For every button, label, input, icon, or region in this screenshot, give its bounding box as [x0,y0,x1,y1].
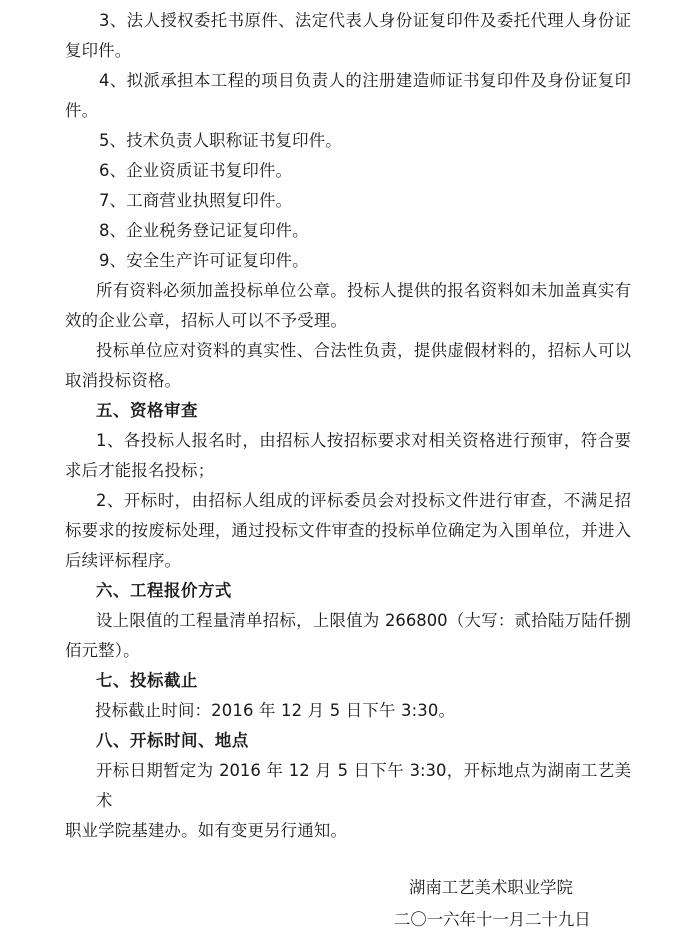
qualification-item-2-line-2: 标要求的按废标处理，通过投标文件审查的投标单位确定为入围单位，并进入 [65,521,631,540]
signature-block [65,872,631,936]
seal-requirement-line-2: 效的企业公章，招标人可以不予受理。 [65,311,348,330]
document-body [65,6,631,936]
section-heading-bid-opening: 八、开标时间、地点 [96,731,249,750]
qualification-item-1-line-1: 1、各投标人报名时，由招标人按招标要求对相关资格进行预审，符合要 [96,431,631,450]
list-item-6: 6、企业资质证书复印件。 [99,161,293,180]
list-item-8: 8、企业税务登记证复印件。 [99,221,309,240]
list-item-7: 7、工商营业执照复印件。 [99,191,293,210]
list-item-4-line-2: 件。 [65,101,99,120]
bid-deadline-line-1: 投标截止时间：2016 年 12 月 5 日下午 3:30。 [95,701,456,720]
price-limit-line-1: 设上限值的工程量清单招标，上限值为 266800（大写：贰拾陆万陆仟捌 [96,611,631,630]
price-limit-line-2: 佰元整）。 [65,641,140,660]
list-item-9: 9、安全生产许可证复印件。 [99,251,309,270]
section-heading-qualification-review: 五、资格审查 [96,401,198,420]
list-item-5: 5、技术负责人职称证书复印件。 [99,131,342,150]
signature-date: 二〇一六年十一月二十九日 [394,910,591,929]
list-item-3-line-2: 复印件。 [65,41,132,60]
authenticity-line-2: 取消投标资格。 [65,371,182,390]
section-heading-pricing-method: 六、工程报价方式 [96,581,232,600]
qualification-item-2-line-1: 2、开标时，由招标人组成的评标委员会对投标文件进行审查，不满足招 [96,491,631,510]
list-item-3-line-1: 3、法人授权委托书原件、法定代表人身份证复印件及委托代理人身份证 [99,11,631,30]
bid-opening-line-1: 开标日期暂定为 2016 年 12 月 5 日下午 3:30，开标地点为湖南工艺美术 [96,761,631,810]
bid-opening-line-2: 职业学院基建办。如有变更另行通知。 [65,821,348,840]
seal-requirement-line-1: 所有资料必须加盖投标单位公章。投标人提供的报名资料如未加盖真实有 [96,281,631,300]
signature-organization: 湖南工艺美术职业学院 [409,878,573,897]
qualification-item-1-line-2: 求后才能报名投标； [65,461,215,480]
authenticity-line-1: 投标单位应对资料的真实性、合法性负责，提供虚假材料的，招标人可以 [96,341,631,360]
list-item-4-line-1: 4、拟派承担本工程的项目负责人的注册建造师证书复印件及身份证复印 [99,71,631,90]
section-heading-bid-deadline: 七、投标截止 [96,671,198,690]
qualification-item-2-line-3: 后续评标程序。 [65,551,182,570]
